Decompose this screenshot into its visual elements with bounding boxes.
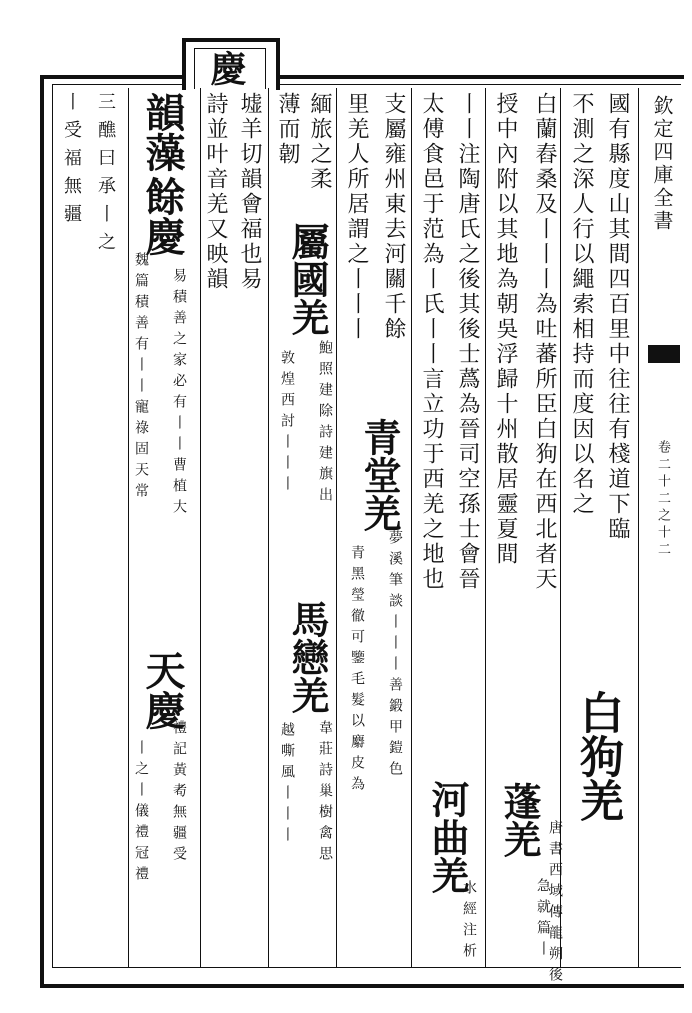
text-column: 太傅食邑于范為丨氏丨丨言立功于西羌之地也 <box>419 92 444 592</box>
text-column: 國有縣度山其間四百里中往往有棧道下臨 <box>605 92 630 542</box>
headword: 餘慶 <box>139 176 186 256</box>
text-column: 墟羊切韻會福也易 <box>237 92 262 292</box>
note-text: 急就篇丨 <box>535 878 551 962</box>
text-column: 里羌人所居謂之丨丨丨 <box>344 92 369 342</box>
headword: 青堂羌 <box>357 418 402 532</box>
note-text: 禮記黃耇無疆受 <box>171 720 187 867</box>
text-column: 丨受福無疆 <box>61 92 82 232</box>
fascicle-label: 卷二十二之十二 <box>655 440 670 559</box>
text-column: 緬旅之柔 <box>307 92 332 192</box>
note-text: 唐書西域傳龍朔後 <box>547 820 563 988</box>
note-text: 韋莊詩巢樹禽思 <box>317 720 333 867</box>
headword: 天慶 <box>139 650 186 730</box>
column-rule <box>268 88 269 968</box>
note-text: 魏篇積善有丨丨寵祿固天常 <box>133 252 149 504</box>
note-text: 敦煌西討丨丨丨 <box>279 350 295 497</box>
headword: 馬戀羌 <box>285 600 330 714</box>
headword: 蓬羌 <box>497 782 542 858</box>
note-text: 夢溪筆談丨丨丨善鍛甲鎧色 <box>387 530 403 782</box>
rhyme-heading: 慶 <box>205 50 247 86</box>
text-column: 詩並叶音羌又映韻 <box>203 92 228 292</box>
note-text: 越嘶風丨丨丨 <box>279 722 295 848</box>
note-text: 鮑照建除詩建旗出 <box>317 340 333 508</box>
note-text: 丨之丨儀禮冠禮 <box>133 740 149 887</box>
book-title: 欽定四庫全書 <box>650 95 674 233</box>
section-heading: 韻藻 <box>139 92 186 172</box>
text-column: 薄而韌 <box>275 92 300 167</box>
note-text: 易積善之家必有丨丨曹植大 <box>171 268 187 520</box>
column-rule <box>336 88 337 968</box>
headword: 河曲羌 <box>425 780 470 894</box>
column-rule <box>638 88 639 968</box>
text-column: 白蘭舂桑及丨丨丨為吐蕃所臣白狗在西北者天 <box>532 92 557 592</box>
text-column: 丨丨注陶唐氏之後其後士蔿為晉司空孫士會晉 <box>455 92 480 592</box>
fish-tail-mark <box>648 345 680 363</box>
column-rule <box>485 88 486 968</box>
note-text: 青黑瑩徹可鑒毛髮以麝皮為 <box>349 545 365 797</box>
column-rule <box>128 88 129 968</box>
headword: 屬國羌 <box>285 222 330 336</box>
text-column: 三醮曰承丨之 <box>95 92 116 260</box>
headword: 白狗羌 <box>572 690 623 822</box>
column-rule <box>411 88 412 968</box>
text-column: 不測之深人行以繩索相持而度因以名之 <box>569 92 594 517</box>
text-column: 授中內附以其地為朝吳浮歸十州散居靈夏間 <box>493 92 518 567</box>
column-rule <box>200 88 201 968</box>
note-text: 水經注析 <box>461 880 477 964</box>
text-column: 支屬雍州東去河關千餘 <box>381 92 406 342</box>
